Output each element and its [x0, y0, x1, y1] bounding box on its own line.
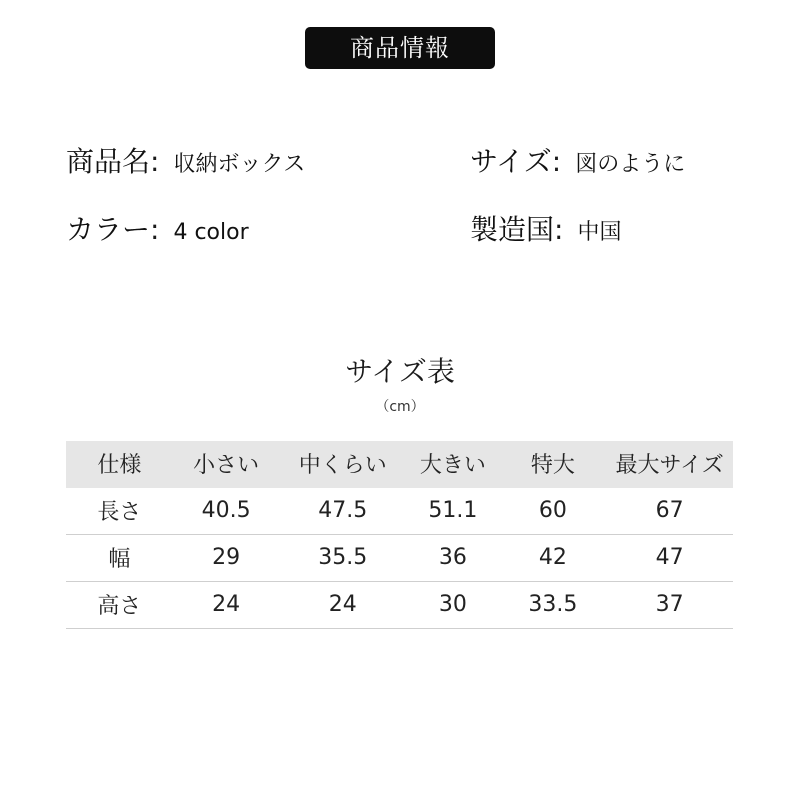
product-name-separator: :	[150, 145, 160, 178]
column-header-medium: 中くらい	[298, 453, 387, 479]
origin-value: 中国	[577, 220, 622, 245]
table-cell: 47	[655, 545, 684, 570]
table-cell: 67	[606, 487, 733, 534]
table-cell: 60	[500, 487, 607, 534]
size-row	[470, 140, 685, 180]
table-cell: 35.5	[318, 545, 368, 570]
table-cell: 30	[438, 592, 467, 617]
product-name-value: 収納ボックス	[173, 152, 306, 177]
column-header-large: 大きい	[419, 453, 486, 479]
table-row	[66, 581, 733, 628]
row-label-width: 幅	[108, 547, 131, 572]
origin-label: 製造国	[470, 213, 555, 246]
color-value: 4 color	[173, 220, 249, 245]
table-cell: 47.5	[279, 487, 406, 534]
column-header-spec: 仕様	[97, 453, 142, 479]
row-label-height: 高さ	[97, 594, 142, 619]
table-cell: 37	[655, 592, 684, 617]
origin-row	[470, 208, 621, 248]
row-label-length: 長さ	[66, 487, 173, 534]
table-row	[66, 487, 733, 534]
product-name-label: 商品名	[66, 145, 151, 178]
size-value: 図のように	[575, 152, 686, 177]
table-cell: 51.1	[406, 487, 499, 534]
table-row	[66, 534, 733, 581]
table-cell: 42	[538, 545, 567, 570]
size-table-header-row	[66, 441, 733, 487]
table-cell: 24	[212, 592, 241, 617]
size-table	[66, 441, 733, 629]
column-header-max: 最大サイズ	[615, 453, 724, 479]
size-table-unit: （cm）	[375, 399, 425, 415]
size-table-title: サイズ表	[345, 355, 455, 388]
size-label: サイズ	[470, 145, 552, 178]
table-cell: 29	[212, 545, 241, 570]
table-cell: 33.5	[528, 592, 578, 617]
color-row	[66, 208, 249, 248]
column-header-small: 小さい	[193, 453, 260, 479]
product-name-row	[66, 140, 305, 180]
product-info-header: 商品情報	[305, 27, 495, 69]
color-label: カラー	[66, 213, 151, 246]
table-cell: 24	[328, 592, 357, 617]
size-separator: :	[551, 145, 562, 178]
color-separator: :	[150, 213, 160, 246]
table-cell: 36	[438, 545, 467, 570]
origin-separator: :	[554, 213, 564, 246]
table-cell: 40.5	[173, 487, 280, 534]
column-header-xlarge: 特大	[530, 453, 575, 479]
